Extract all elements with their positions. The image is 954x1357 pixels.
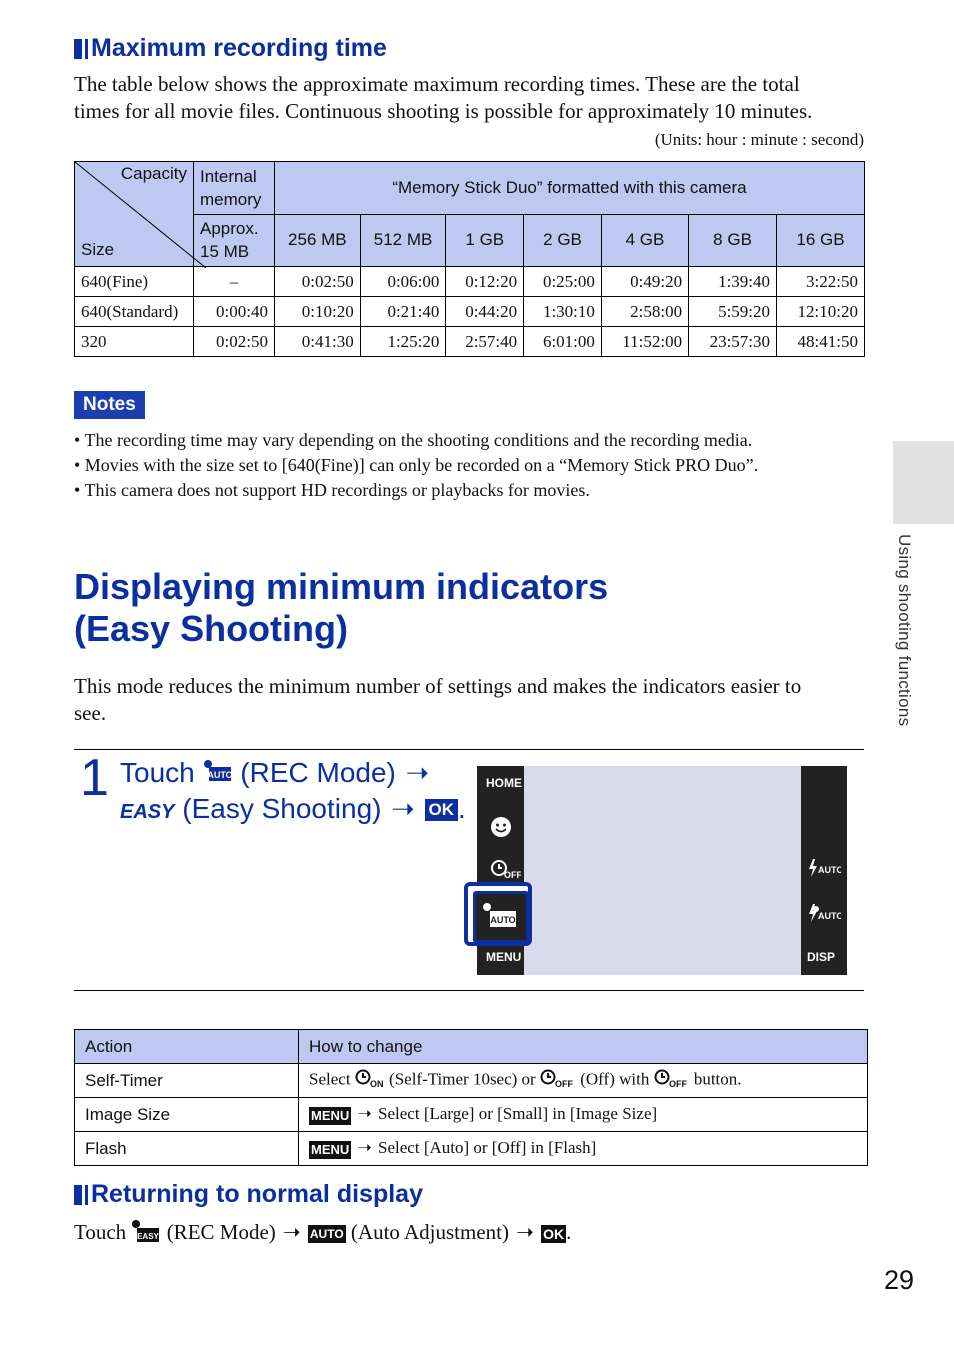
size-label: Size bbox=[81, 240, 115, 259]
svg-text:OFF: OFF bbox=[554, 1079, 573, 1088]
svg-text:ON: ON bbox=[369, 1079, 384, 1088]
arrow-right-icon: ➝ bbox=[516, 1219, 534, 1244]
table-cell: 0:02:50 bbox=[275, 267, 361, 297]
table-cell: 0:41:30 bbox=[275, 327, 361, 357]
row-label: 320 bbox=[75, 327, 194, 357]
table-cell: Select ON (Self-Timer 10sec) or OFF (Off) with OFF button. bbox=[299, 1064, 868, 1098]
flash-auto-icon[interactable] bbox=[807, 858, 841, 883]
table-cell: 1:39:40 bbox=[689, 267, 777, 297]
column-header-how: How to change bbox=[299, 1030, 868, 1064]
capacity-header: 8 GB bbox=[689, 214, 777, 267]
table-cell: MENU ➝ Select [Auto] or [Off] in [Flash] bbox=[299, 1132, 868, 1166]
rec-mode-button-highlight[interactable] bbox=[464, 882, 532, 946]
table-cell: 0:00:40 bbox=[194, 297, 275, 327]
step-divider-top bbox=[74, 749, 864, 750]
list-item: • The recording time may vary depending on the shooting conditions and the recording media. bbox=[74, 430, 753, 450]
table-cell: MENU ➝ Select [Large] or [Small] in [Image Size] bbox=[299, 1098, 868, 1132]
capacity-label: Capacity bbox=[120, 164, 187, 183]
self-timer-off-icon[interactable] bbox=[491, 858, 521, 885]
table-cell: – bbox=[194, 267, 275, 297]
side-tab[interactable] bbox=[893, 441, 954, 524]
row-label: Self-Timer bbox=[75, 1064, 299, 1098]
capacity-header: 512 MB bbox=[360, 214, 446, 267]
arrow-right-icon: ➝ bbox=[391, 792, 415, 824]
notes-badge: Notes bbox=[74, 391, 145, 419]
arrow-right-icon: ➝ bbox=[357, 1104, 372, 1124]
page-title: Displaying minimum indicators (Easy Shooting) bbox=[74, 566, 609, 649]
row-label: 640(Fine) bbox=[75, 267, 194, 297]
menu-icon: MENU bbox=[311, 1141, 350, 1157]
row-label: 640(Standard) bbox=[75, 297, 194, 327]
menu-icon: MENU bbox=[311, 1107, 350, 1123]
row-label: Image Size bbox=[75, 1098, 299, 1132]
viewfinder-area bbox=[524, 766, 801, 975]
section-marker-icon bbox=[74, 39, 85, 59]
section-heading-max-recording: Maximum recording time bbox=[74, 34, 387, 63]
table-cell: 0:21:40 bbox=[360, 297, 446, 327]
capacity-header: 256 MB bbox=[275, 214, 361, 267]
step-number: 1 bbox=[80, 749, 109, 807]
rec-mode-auto-icon bbox=[481, 899, 521, 935]
self-timer-off-icon bbox=[540, 1068, 576, 1093]
table-row bbox=[75, 1132, 868, 1166]
arrow-right-icon: ➝ bbox=[283, 1219, 301, 1244]
recording-time-table bbox=[74, 161, 865, 357]
camera-screen bbox=[477, 766, 847, 975]
table-row bbox=[75, 1064, 868, 1098]
approx-header: Approx. 15 MB bbox=[194, 214, 275, 267]
easy-icon: EASY bbox=[120, 800, 175, 823]
svg-text:AUTO: AUTO bbox=[818, 865, 841, 875]
table-cell: 1:30:10 bbox=[524, 297, 602, 327]
action-table bbox=[74, 1029, 868, 1166]
table-cell: 23:57:30 bbox=[689, 327, 777, 357]
self-timer-button-icon bbox=[654, 1068, 690, 1093]
capacity-header: 16 GB bbox=[777, 214, 865, 267]
table-cell: 2:58:00 bbox=[601, 297, 688, 327]
svg-text:OFF: OFF bbox=[668, 1079, 687, 1088]
capacity-header: 2 GB bbox=[524, 214, 602, 267]
column-header-action: Action bbox=[75, 1030, 299, 1064]
table-cell: 12:10:20 bbox=[777, 297, 865, 327]
step-instruction: Touch AUTO (REC Mode) ➝ EASY (Easy Shooting) ➝ OK . bbox=[120, 757, 466, 824]
table-cell: 6:01:00 bbox=[524, 327, 602, 357]
arrow-right-icon: ➝ bbox=[405, 757, 430, 788]
ok-icon: OK bbox=[425, 799, 459, 821]
ok-icon: OK bbox=[543, 1226, 565, 1242]
table-cell: 3:22:50 bbox=[777, 267, 865, 297]
internal-memory-header: Internal memory bbox=[194, 162, 275, 215]
table-row bbox=[75, 327, 865, 357]
mode-description: This mode reduces the minimum number of settings and makes the indicators easier to see. bbox=[74, 674, 802, 725]
svg-text:EASY: EASY bbox=[137, 1232, 160, 1241]
svg-text:AUTO: AUTO bbox=[206, 769, 233, 780]
section-heading-returning: Returning to normal display bbox=[74, 1180, 423, 1209]
table-cell: 48:41:50 bbox=[777, 327, 865, 357]
table-row bbox=[75, 1098, 868, 1132]
table-cell: 0:10:20 bbox=[275, 297, 361, 327]
notes-list bbox=[74, 428, 758, 503]
capacity-header: 4 GB bbox=[601, 214, 688, 267]
msd-header: “Memory Stick Duo” formatted with this camera bbox=[275, 162, 865, 215]
svg-text:AUTO: AUTO bbox=[490, 915, 516, 925]
table-cell: 0:02:50 bbox=[194, 327, 275, 357]
table-row bbox=[75, 297, 865, 327]
list-item: • Movies with the size set to [640(Fine)] can only be recorded on a “Memory Stick PRO Duo”. bbox=[74, 455, 759, 475]
table-cell: 2:57:40 bbox=[446, 327, 524, 357]
table-cell: 0:12:20 bbox=[446, 267, 524, 297]
table-cell: 0:49:20 bbox=[601, 267, 688, 297]
page-number: 29 bbox=[884, 1265, 915, 1295]
list-item: • This camera does not support HD recordings or playbacks for movies. bbox=[74, 480, 590, 500]
table-cell: 0:06:00 bbox=[360, 267, 446, 297]
smile-shutter-icon[interactable] bbox=[490, 816, 512, 843]
table-row bbox=[75, 267, 865, 297]
table-cell: 0:44:20 bbox=[446, 297, 524, 327]
table-cell: 5:59:20 bbox=[689, 297, 777, 327]
disp-button[interactable]: DISP bbox=[807, 950, 836, 964]
intro-paragraph: The table below shows the approximate maximum recording times. These are the total times for all movie files. Continuous shooting is possible for approximately 10 minutes. bbox=[74, 72, 813, 123]
step-divider-bottom bbox=[74, 990, 864, 991]
corner-header-cell bbox=[75, 162, 194, 267]
table-cell: 1:25:20 bbox=[360, 327, 446, 357]
table-cell: 11:52:00 bbox=[601, 327, 688, 357]
section-marker-icon bbox=[74, 1185, 85, 1205]
rec-mode-icon bbox=[203, 758, 233, 792]
svg-text:OFF: OFF bbox=[504, 870, 521, 880]
redeye-auto-icon[interactable] bbox=[807, 903, 841, 928]
capacity-header: 1 GB bbox=[446, 214, 524, 267]
arrow-right-icon: ➝ bbox=[357, 1138, 372, 1158]
rec-mode-easy-icon bbox=[131, 1218, 161, 1250]
svg-text:AUTO: AUTO bbox=[818, 911, 841, 921]
return-instruction: Touch EASY (REC Mode) ➝ AUTO (Auto Adjustment) ➝ OK. bbox=[74, 1218, 571, 1250]
units-note: (Units: hour : minute : second) bbox=[654, 130, 864, 149]
home-button[interactable]: HOME bbox=[486, 776, 522, 790]
auto-adjustment-icon: AUTO bbox=[309, 1227, 344, 1241]
menu-button[interactable]: MENU bbox=[486, 950, 522, 964]
table-cell: 0:25:00 bbox=[524, 267, 602, 297]
self-timer-on-icon bbox=[355, 1068, 385, 1093]
row-label: Flash bbox=[75, 1132, 299, 1166]
side-tab-label: Using shooting functions bbox=[895, 534, 914, 727]
